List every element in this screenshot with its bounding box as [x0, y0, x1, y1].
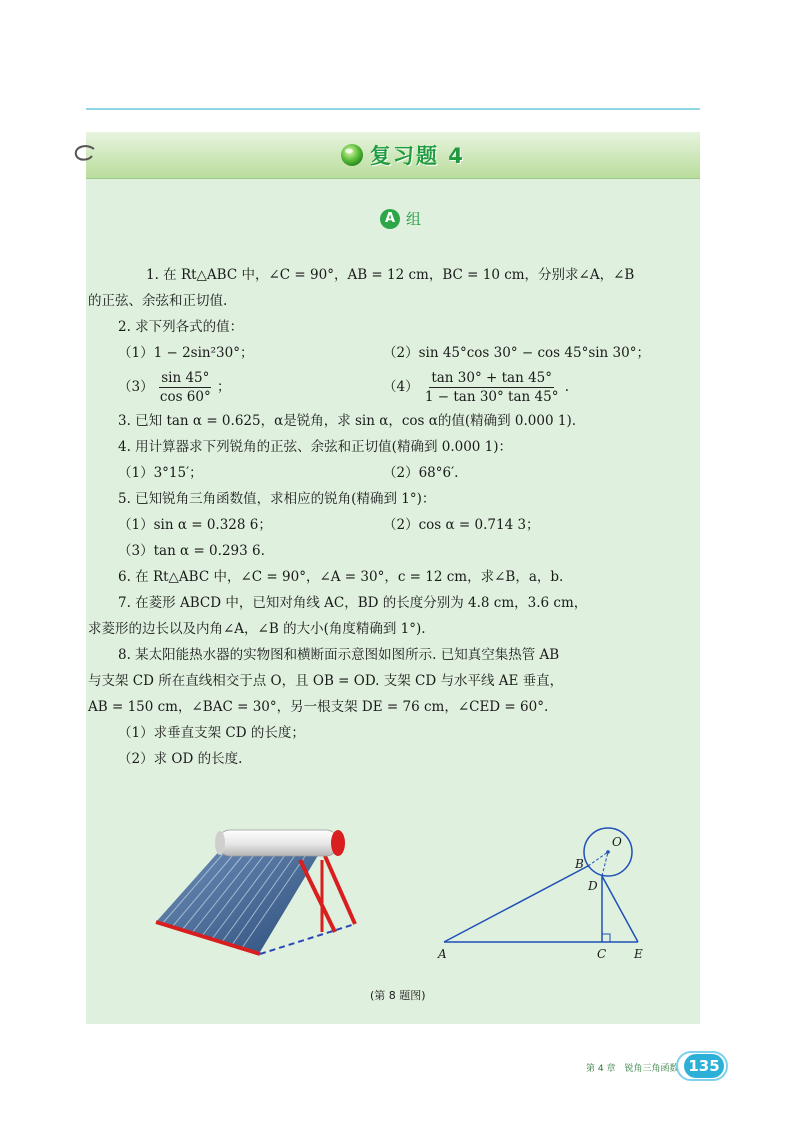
label-c: C — [597, 947, 607, 961]
problem-5-part-1: （1）sin α = 0.328 6； — [118, 517, 272, 533]
part-4-label: （4） — [383, 378, 419, 395]
problem-8-line-1: 8. 某太阳能热水器的实物图和横断面示意图如图所示. 已知真空集热管 AB — [118, 647, 560, 663]
problem-7-line-1: 7. 在菱形 ABCD 中，已知对角线 AC，BD 的长度分别为 4.8 cm，3.6 cm， — [118, 595, 588, 611]
group-label — [380, 208, 421, 229]
problem-2-part-1: （1）1 − 2sin²30°； — [118, 345, 254, 361]
figure-caption: (第 8 题图) — [370, 989, 426, 1002]
cross-section-diagram — [430, 820, 670, 970]
problem-7-line-2: 求菱形的边长以及内角∠A，∠B 的大小(角度精确到 1°). — [88, 621, 426, 637]
problem-2-row-2 — [118, 366, 688, 408]
globe-icon — [340, 143, 364, 167]
problem-2-row-1 — [118, 340, 688, 366]
part-3-end: ； — [217, 378, 231, 395]
label-e: E — [634, 947, 643, 961]
problem-8-part-1: （1）求垂直支架 CD 的长度； — [118, 725, 305, 741]
fraction-3-denominator: cos 60° — [159, 388, 211, 405]
problem-5-part-2: （2）cos α = 0.714 3； — [383, 517, 540, 533]
problem-4-part-2: （2）68°6′. — [383, 465, 459, 481]
group-letter-badge: A — [380, 209, 400, 229]
part-3-label: （3） — [118, 378, 154, 395]
problem-8-line-3: AB = 150 cm，∠BAC = 30°，另一根支架 DE = 76 cm，∠CED = 60°. — [88, 699, 549, 715]
label-d: D — [588, 879, 598, 893]
line-do — [602, 852, 608, 876]
problem-8-part-2: （2）求 OD 的长度. — [118, 751, 243, 767]
solar-water-heater-image — [150, 820, 370, 965]
section-title — [340, 140, 465, 170]
group-text: 组 — [406, 210, 422, 228]
label-a: A — [438, 947, 447, 961]
problem-4: 4. 用计算器求下列锐角的正弦、余弦和正切值(精确到 0.000 1)： — [118, 439, 513, 455]
top-rule — [86, 108, 700, 110]
fraction-4-numerator: tan 30° + tan 45° — [431, 369, 552, 386]
problem-1-line-2: 的正弦、余弦和正切值. — [88, 293, 228, 309]
right-angle-mark — [602, 934, 610, 942]
problem-list — [88, 262, 688, 772]
part-4-end: . — [564, 378, 570, 395]
problem-4-part-1: （1）3°15′； — [118, 465, 203, 481]
fraction-4 — [423, 369, 561, 406]
problem-2: 2. 求下列各式的值： — [118, 319, 244, 335]
label-o: O — [612, 835, 622, 849]
problem-2-part-2: （2）sin 45°cos 30° − cos 45°sin 30°； — [383, 345, 650, 361]
problem-2-part-4 — [383, 369, 569, 406]
problem-8-line-2: 与支架 CD 所在直线相交于点 O，且 OB = OD. 支架 CD 与水平线 AE 垂直， — [88, 673, 564, 689]
problem-5-row — [118, 512, 688, 538]
fraction-3-numerator: sin 45° — [161, 369, 210, 386]
problem-4-row — [118, 460, 688, 486]
section-title-text: 复习题 4 — [370, 144, 465, 168]
page-number: 135 — [684, 1054, 724, 1078]
fraction-3 — [158, 369, 213, 406]
problem-5: 5. 已知锐角三角函数值，求相应的锐角(精确到 1°)： — [118, 491, 436, 507]
fraction-4-denominator: 1 − tan 30° tan 45° — [424, 388, 559, 405]
line-ab — [444, 866, 588, 942]
line-de — [602, 876, 638, 942]
problem-3: 3. 已知 tan α = 0.625，α是锐角，求 sin α，cos α的值(精确到 0.000 1). — [118, 413, 577, 429]
problem-1-line-1: 1. 在 Rt△ABC 中，∠C = 90°，AB = 12 cm，BC = 10 cm，分别求∠A，∠B — [146, 267, 635, 283]
problem-5-part-3: （3）tan α = 0.293 6. — [118, 543, 265, 559]
problem-6: 6. 在 Rt△ABC 中，∠C = 90°，∠A = 30°，c = 12 cm，求∠B，a，b. — [118, 569, 564, 585]
problem-2-part-3 — [118, 369, 383, 406]
hook-icon — [72, 143, 100, 163]
chapter-footer: 第 4 章 锐角三角函数 — [586, 1064, 679, 1074]
label-b: B — [575, 857, 584, 871]
